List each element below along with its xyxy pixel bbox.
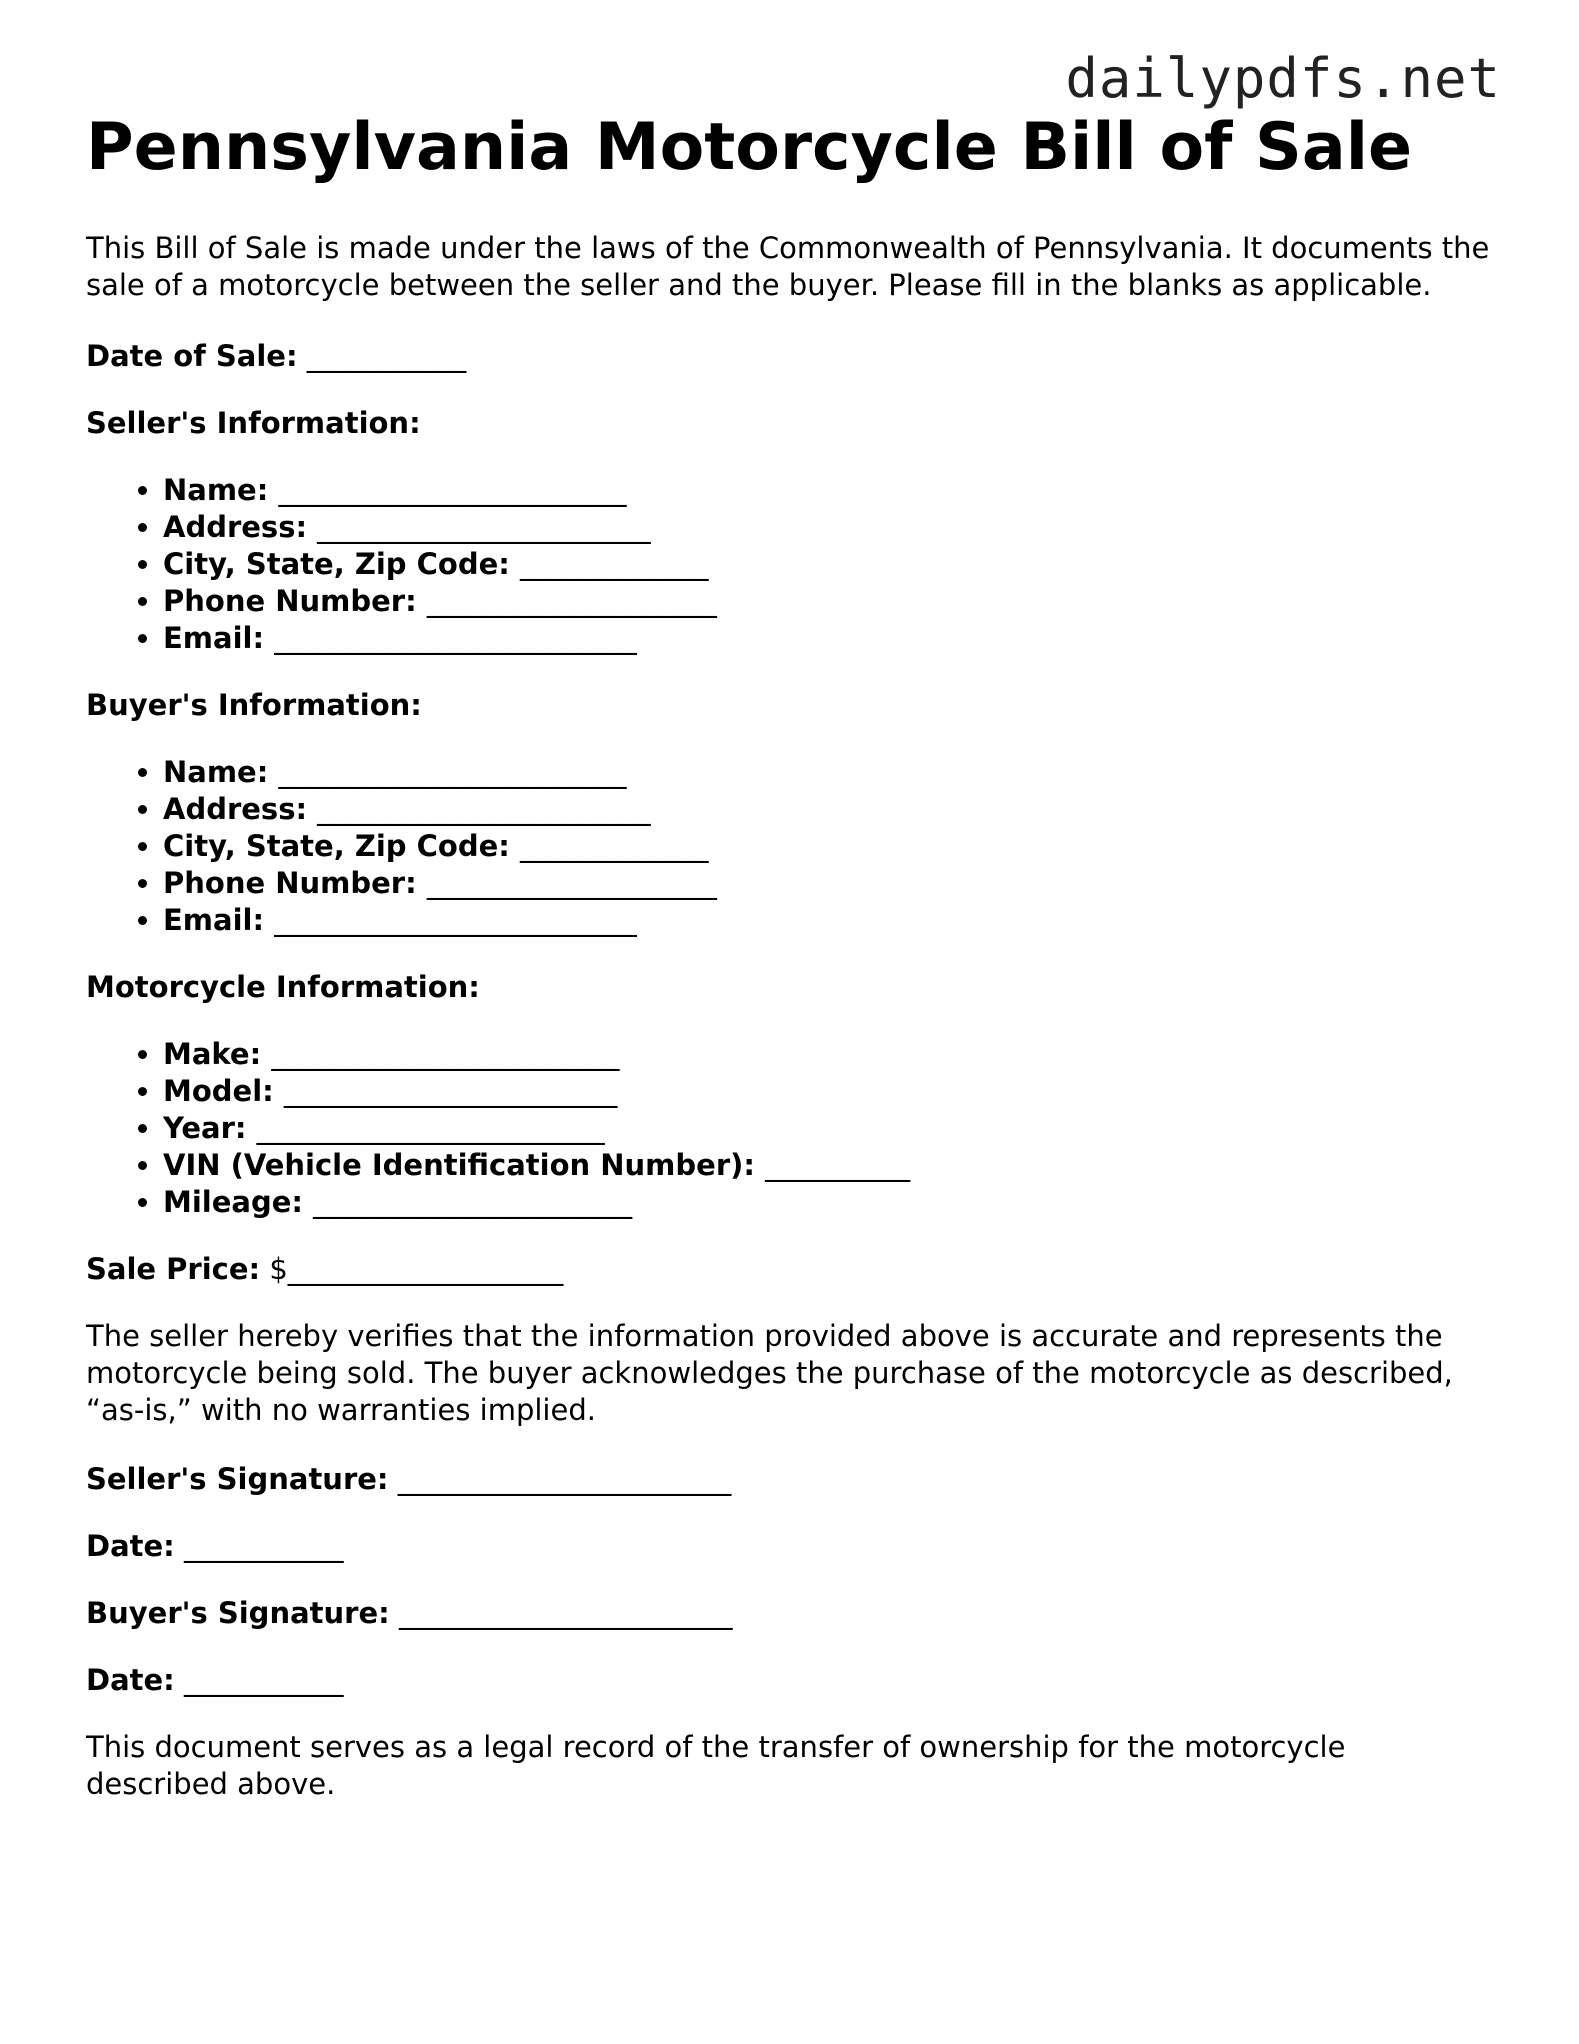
field-label: Mileage: (163, 1185, 304, 1219)
list-item (163, 828, 1496, 865)
buyer-address-blank[interactable]: _______________________ (317, 792, 651, 826)
field-label: City, State, Zip Code: (163, 829, 510, 863)
document-page (86, 108, 1496, 1803)
date-of-sale-blank[interactable]: ___________ (306, 339, 467, 373)
list-item (163, 1110, 1496, 1147)
make-blank[interactable]: ________________________ (271, 1037, 620, 1071)
seller-address-blank[interactable]: _______________________ (317, 510, 651, 544)
list-item (163, 1184, 1496, 1221)
buyer-city-state-zip-blank[interactable]: _____________ (519, 829, 709, 863)
motorcycle-section-heading: Motorcycle Information: (86, 970, 480, 1004)
field-label: Make: (163, 1037, 262, 1071)
field-label: Address: (163, 792, 308, 826)
watermark: dailypdfs.net (1065, 47, 1501, 110)
date-of-sale-label: Date of Sale: (86, 339, 298, 373)
field-label: Email: (163, 903, 265, 937)
seller-date-field (86, 1528, 1496, 1565)
date-of-sale-field (86, 338, 1496, 375)
list-item (163, 546, 1496, 583)
buyer-date-blank[interactable]: ___________ (184, 1663, 344, 1697)
seller-signature-blank[interactable]: _______________________ (397, 1462, 732, 1496)
seller-signature-field (86, 1461, 1496, 1498)
list-item (163, 1036, 1496, 1073)
verification-paragraph: The seller hereby verifies that the information provided above is accurate and represents the motorcycle being sold. The buyer acknowledges the purchase of the motorcycle as described, “as-is,” with no warranties implied. (86, 1319, 1453, 1427)
buyer-signature-label: Buyer's Signature: (86, 1596, 390, 1630)
field-label: Name: (163, 473, 269, 507)
buyer-section-heading: Buyer's Information: (86, 688, 422, 722)
year-blank[interactable]: ________________________ (256, 1111, 605, 1145)
list-item (163, 1073, 1496, 1110)
list-item (163, 1147, 1496, 1184)
sale-price-label: Sale Price: (86, 1252, 261, 1286)
vin-blank[interactable]: __________ (765, 1148, 911, 1182)
buyer-name-blank[interactable]: ________________________ (278, 755, 627, 789)
document-title: Pennsylvania Motorcycle Bill of Sale (86, 110, 1413, 185)
list-item (163, 509, 1496, 546)
seller-email-blank[interactable]: _________________________ (274, 621, 637, 655)
field-label: Year: (163, 1111, 247, 1145)
field-label: Name: (163, 755, 269, 789)
field-label: VIN (Vehicle Identification Number): (163, 1148, 755, 1182)
model-blank[interactable]: _______________________ (283, 1074, 618, 1108)
list-item (163, 754, 1496, 791)
field-label: Email: (163, 621, 265, 655)
intro-paragraph: This Bill of Sale is made under the laws of the Commonwealth of Pennsylvania. It documents the sale of a motorcycle between the seller and the buyer. Please fill in the blanks as applicable. (86, 231, 1490, 302)
list-item (163, 583, 1496, 620)
seller-info-list (86, 472, 1496, 657)
field-label: Phone Number: (163, 584, 417, 618)
seller-phone-blank[interactable]: ____________________ (426, 584, 717, 618)
field-label: Phone Number: (163, 866, 417, 900)
field-label: Model: (163, 1074, 274, 1108)
buyer-date-label: Date: (86, 1663, 175, 1697)
seller-city-state-zip-blank[interactable]: _____________ (519, 547, 709, 581)
buyer-signature-blank[interactable]: _______________________ (398, 1596, 733, 1630)
sale-price-field (86, 1251, 1496, 1288)
buyer-info-list (86, 754, 1496, 939)
list-item (163, 791, 1496, 828)
seller-date-label: Date: (86, 1529, 175, 1563)
list-item (163, 620, 1496, 657)
list-item (163, 902, 1496, 939)
list-item (163, 865, 1496, 902)
buyer-date-field (86, 1662, 1496, 1699)
list-item (163, 472, 1496, 509)
seller-name-blank[interactable]: ________________________ (278, 473, 627, 507)
mileage-blank[interactable]: ______________________ (313, 1185, 633, 1219)
seller-signature-label: Seller's Signature: (86, 1462, 389, 1496)
seller-section-heading: Seller's Information: (86, 406, 421, 440)
buyer-phone-blank[interactable]: ____________________ (426, 866, 717, 900)
motorcycle-info-list (86, 1036, 1496, 1221)
sale-price-blank[interactable]: $___________________ (269, 1252, 564, 1286)
field-label: City, State, Zip Code: (163, 547, 510, 581)
closing-paragraph: This document serves as a legal record of the transfer of ownership for the motorcycle described above. (86, 1730, 1346, 1801)
field-label: Address: (163, 510, 308, 544)
buyer-email-blank[interactable]: _________________________ (274, 903, 637, 937)
buyer-signature-field (86, 1595, 1496, 1632)
seller-date-blank[interactable]: ___________ (184, 1529, 344, 1563)
